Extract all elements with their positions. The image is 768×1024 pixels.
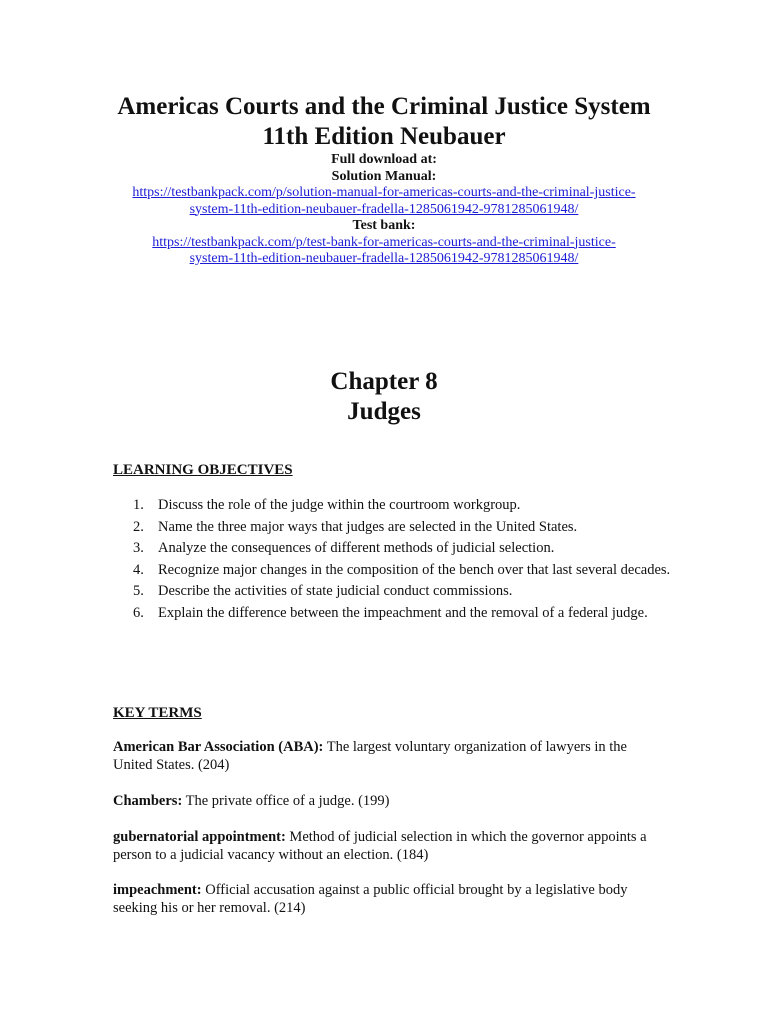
list-item-number: 5. xyxy=(133,583,144,600)
list-item-number: 2. xyxy=(133,518,144,535)
solution-link-line-2: system-11th-edition-neubauer-fradella-1285061942-9781285061948/ xyxy=(189,201,579,217)
key-term-name: Chambers: xyxy=(113,793,183,809)
key-term-name: gubernatorial appointment: xyxy=(113,829,286,845)
solution-manual-label: Solution Manual: xyxy=(331,168,437,184)
document-header xyxy=(80,92,688,268)
list-item-number: 4. xyxy=(133,561,144,578)
list-item-number: 1. xyxy=(133,497,144,513)
title-line-2: 11th Edition Neubauer xyxy=(262,123,506,150)
list-item-text: Describe the activities of state judicial conduct commissions. xyxy=(158,583,513,600)
test-bank-label: Test bank: xyxy=(352,218,416,233)
learning-objectives-heading: LEARNING OBJECTIVES xyxy=(113,462,293,478)
list-item-text: Name the three major ways that judges are selected in the United States. xyxy=(158,518,578,535)
test-link-line-1: https://testbankpack.com/p/test-bank-for-americas-courts-and-the-criminal-justice- xyxy=(152,234,616,250)
key-terms-heading: KEY TERMS xyxy=(113,705,202,721)
key-term-definition: Method of judicial selection in which the governor appoints a person to a judicial vacancy without an election. (184) xyxy=(113,829,647,863)
chapter-heading xyxy=(0,367,768,427)
learning-objectives-list xyxy=(113,495,673,625)
test-bank-link[interactable] xyxy=(80,235,688,268)
full-download-label: Full download at: xyxy=(331,152,437,167)
key-term-impeachment xyxy=(113,881,658,917)
list-item-text: Analyze the consequences of different methods of judicial selection. xyxy=(158,540,555,557)
key-term-name: American Bar Association (ABA): xyxy=(113,739,324,755)
test-link-line-2: system-11th-edition-neubauer-fradella-1285061942-9781285061948/ xyxy=(189,251,579,266)
list-item-number: 3. xyxy=(133,540,144,557)
list-item xyxy=(113,581,673,603)
list-item-text: Explain the difference between the impeachment and the removal of a federal judge. xyxy=(158,604,648,621)
key-term-chambers xyxy=(113,792,658,810)
list-item-number: 6. xyxy=(133,604,144,621)
list-item-text: Recognize major changes in the composition of the bench over that last several decades. xyxy=(158,561,671,578)
list-item xyxy=(113,517,673,539)
key-term-gubernatorial-appointment xyxy=(113,828,658,864)
list-item-text: Discuss the role of the judge within the courtroom workgroup. xyxy=(158,497,521,513)
key-term-definition: The private office of a judge. (199) xyxy=(182,793,390,809)
list-item xyxy=(113,603,673,625)
list-item xyxy=(113,560,673,582)
list-item xyxy=(113,538,673,560)
title-line-1: Americas Courts and the Criminal Justice System xyxy=(117,93,651,120)
solution-link-line-1: https://testbankpack.com/p/solution-manual-for-americas-courts-and-the-criminal-justice- xyxy=(132,185,636,200)
document-title xyxy=(80,92,688,152)
chapter-number: Chapter 8 xyxy=(330,368,438,395)
list-item xyxy=(113,495,673,517)
key-term-definition: Official accusation against a public official brought by a legislative body seeking his or her removal. (214) xyxy=(113,882,628,916)
chapter-title: Judges xyxy=(347,398,421,425)
key-term-name: impeachment: xyxy=(113,882,202,898)
key-term-definition: The largest voluntary organization of lawyers in the United States. (204) xyxy=(113,739,627,773)
solution-manual-link[interactable] xyxy=(80,185,688,218)
key-term-aba xyxy=(113,738,658,774)
